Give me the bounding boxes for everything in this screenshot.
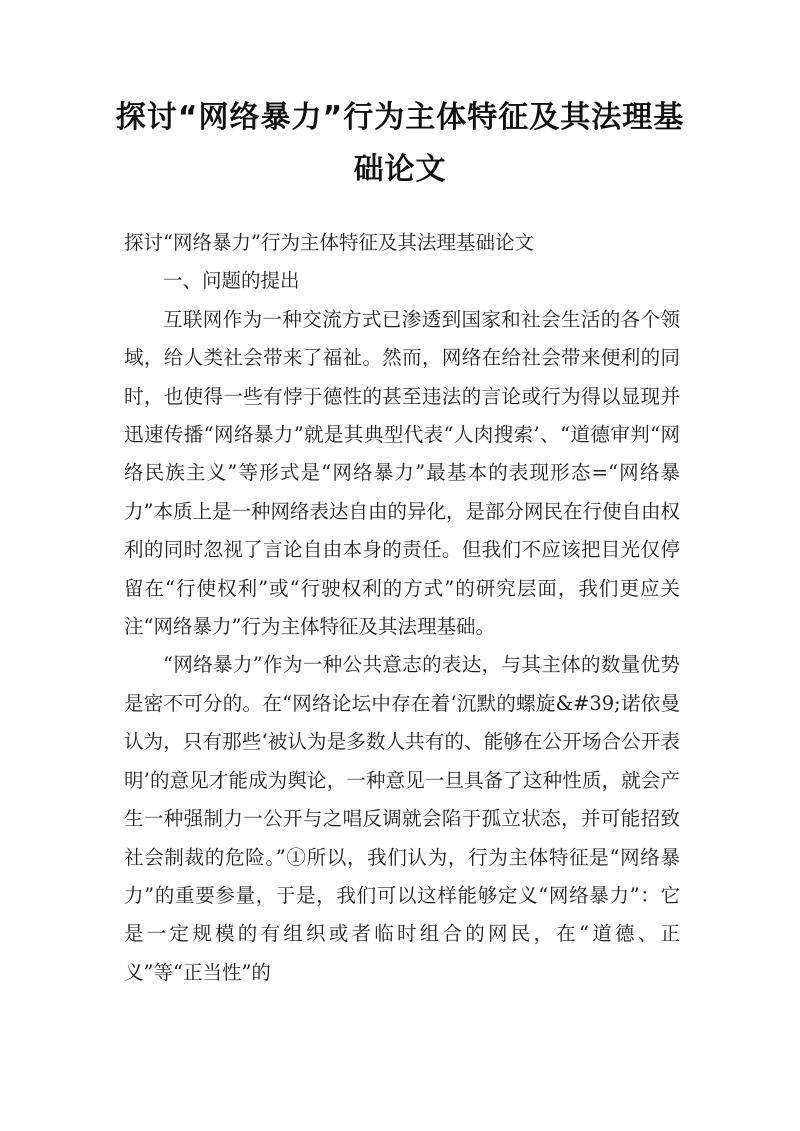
- document-title: 探讨“网络暴力”行为主体特征及其法理基础论文: [115, 100, 685, 187]
- body-paragraph: “网络暴力”作为一种公共意志的表达，与其主体的数量优势是密不可分的。在“网络论坛中存在着‘沉默的螺旋&#39;诺依曼认为，只有那些‘被认为是多数人共有的、能够在公开场合公开表明’的意见才能成为舆论，一种意见一旦具备了这种性质，就会产生一种强制力一公开与之唱反调就会陷于孤立状态，并可能招致社会制裁的危险。”①所以，我们认为，行为主体特征是“网络暴力”的重要参量，于是，我们可以这样能够定义“网络暴力”：它是一定规模的有组织或者临时组合的网民，在“道德、正义”等“正当性”的: [124, 653, 680, 984]
- document-body: [124, 224, 680, 992]
- body-paragraph: 互联网作为一种交流方式已渗透到国家和社会生活的各个领域，给人类社会带来了福祉。然而，网络在给社会带来便利的同时，也使得一些有悖于德性的甚至违法的言论或行为得以显现并迅速传播“网络暴力”就是其典型代表“人肉搜索’、“道德审判“网络民族主义”等形式是“网络暴力”最基本的表现形态=“网络暴力”本质上是一种网络表达自由的异化，是部分网民在行使自由权利的同时忽视了言论自由本身的责任。但我们不应该把目光仅停留在“行使权利”或“行驶权利的方式”的研究层面，我们更应关注“网络暴力”行为主体特征及其法理基础。: [124, 307, 680, 639]
- document-subtitle: 探讨“网络暴力”行为主体特征及其法理基础论文: [124, 231, 534, 254]
- section-heading: 一、问题的提出: [163, 269, 300, 293]
